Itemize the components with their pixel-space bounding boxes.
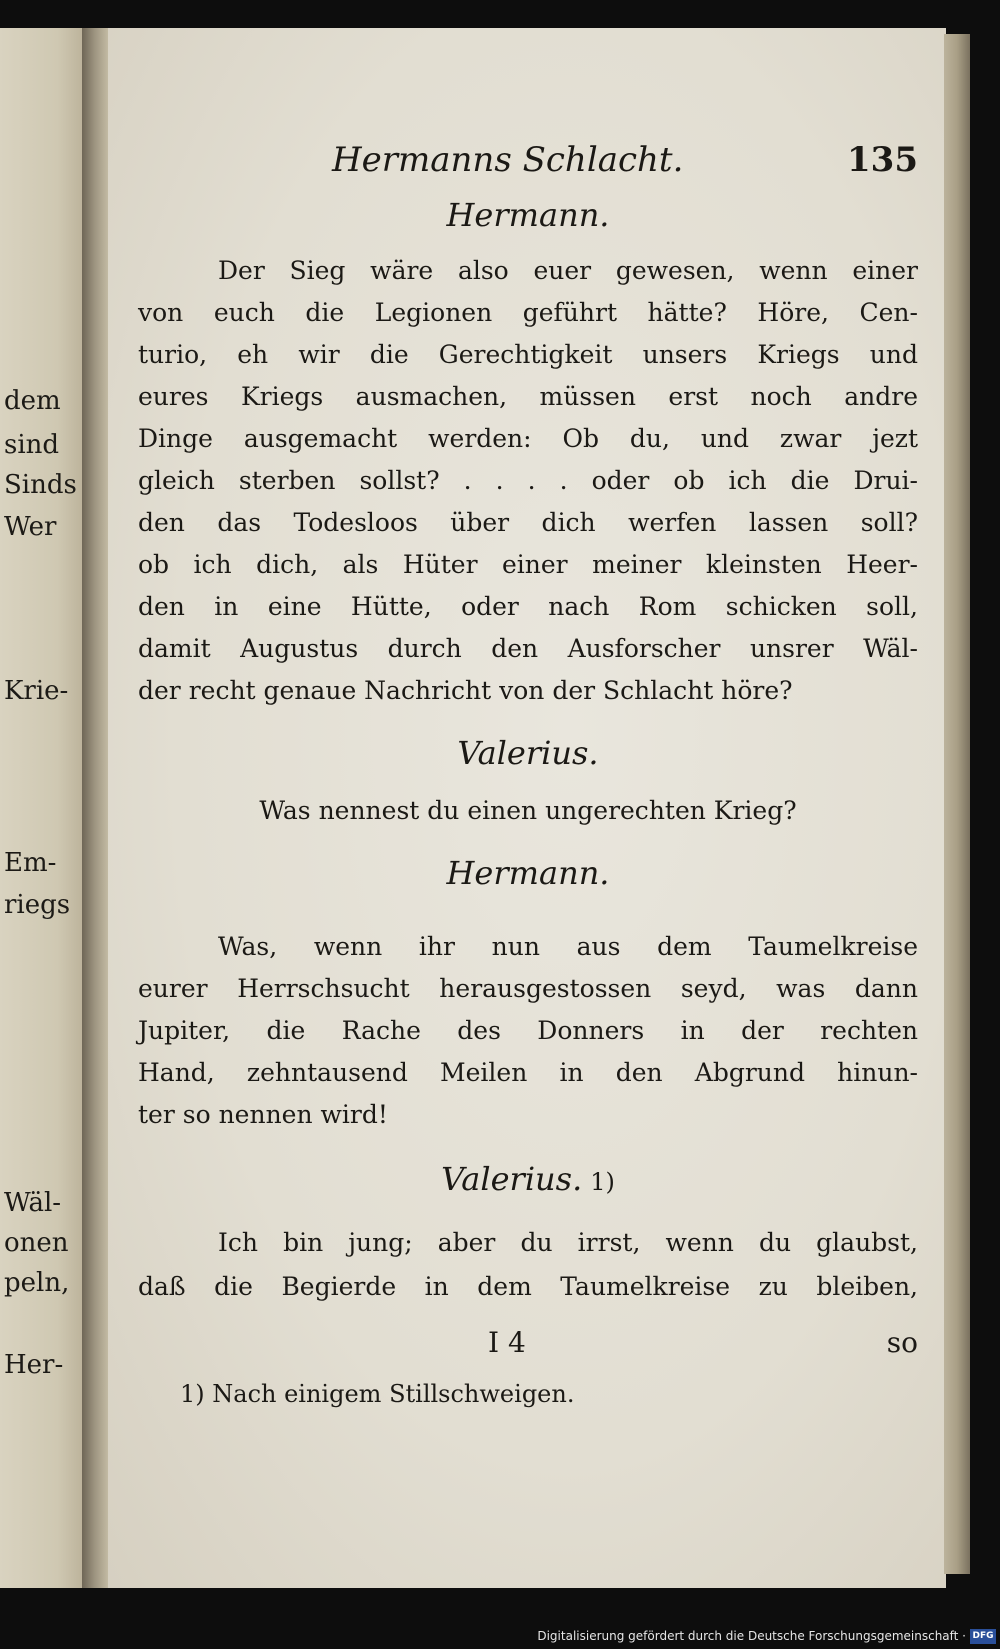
- text-line: eurer Herrschsucht herausgestossen seyd, was dann: [138, 974, 918, 1003]
- text-line: der recht genaue Nachricht von der Schlacht höre?: [138, 676, 793, 705]
- footnote-reference: 1): [590, 1168, 615, 1196]
- left-fragment: Her-: [4, 1350, 64, 1380]
- book-gutter: [82, 28, 110, 1588]
- left-fragment: Wäl-: [4, 1188, 62, 1218]
- speaker-heading: Valerius.: [457, 734, 599, 772]
- left-fragment: Em-: [4, 848, 57, 878]
- digitization-footer: [0, 1626, 1000, 1649]
- running-header: [138, 140, 918, 190]
- text-line: gleich sterben sollst? . . . . oder ob ich die Drui-: [138, 466, 918, 495]
- page-edge: [944, 34, 970, 1574]
- footnote: 1) Nach einigem Stillschweigen.: [180, 1380, 575, 1408]
- text-line: den das Todesloos über dich werfen lassen soll?: [138, 508, 918, 537]
- text-line: Dinge ausgemacht werden: Ob du, und zwar jezt: [138, 424, 918, 453]
- text-line: Hand, zehntausend Meilen in den Abgrund hinun-: [138, 1058, 918, 1087]
- left-fragment: sind: [4, 430, 60, 460]
- signature-mark: I 4: [488, 1326, 526, 1359]
- speaker-heading: [138, 1160, 918, 1198]
- text-line: Was, wenn ihr nun aus dem Taumelkreise: [218, 932, 918, 961]
- running-title: Hermanns Schlacht.: [332, 140, 684, 180]
- text-line: Jupiter, die Rache des Donners in der rechten: [138, 1016, 918, 1045]
- catchword: so: [886, 1326, 918, 1359]
- left-fragment: onen: [4, 1228, 69, 1258]
- text-line: ob ich dich, als Hüter einer meiner kleinsten Heer-: [138, 550, 918, 579]
- text-line: Der Sieg wäre also euer gewesen, wenn einer: [218, 256, 918, 285]
- text-line: Was nennest du einen ungerechten Krieg?: [259, 796, 797, 825]
- speaker-heading: Hermann.: [446, 854, 610, 892]
- text-line: turio, eh wir die Gerechtigkeit unsers Kriegs und: [138, 340, 918, 369]
- text-line: Ich bin jung; aber du irrst, wenn du glaubst,: [218, 1228, 918, 1257]
- speaker-heading: Hermann.: [446, 196, 610, 234]
- speaker-name: Valerius.: [441, 1160, 583, 1198]
- left-fragment: Sinds: [4, 470, 77, 500]
- left-fragment: Krie-: [4, 676, 69, 706]
- text-line: ter so nennen wird!: [138, 1100, 388, 1129]
- text-line: daß die Begierde in dem Taumelkreise zu bleiben,: [138, 1272, 918, 1301]
- left-fragment: peln,: [4, 1268, 70, 1298]
- left-fragment: dem: [4, 386, 61, 416]
- text-line: eures Kriegs ausmachen, müssen erst noch andre: [138, 382, 918, 411]
- text-line: von euch die Legionen geführt hätte? Höre, Cen-: [138, 298, 918, 327]
- footer-credit: Digitalisierung gefördert durch die Deutsche Forschungsgemeinschaft ·: [537, 1629, 966, 1643]
- page-number: 135: [847, 140, 918, 180]
- text-line: damit Augustus durch den Ausforscher unsrer Wäl-: [138, 634, 918, 663]
- left-fragment: riegs: [4, 890, 71, 920]
- left-page-fragment: [0, 28, 82, 1588]
- dfg-logo-icon: DFG: [970, 1629, 996, 1644]
- left-fragment: Wer: [4, 512, 57, 542]
- text-line: den in eine Hütte, oder nach Rom schicken soll,: [138, 592, 918, 621]
- book-page: [108, 28, 946, 1588]
